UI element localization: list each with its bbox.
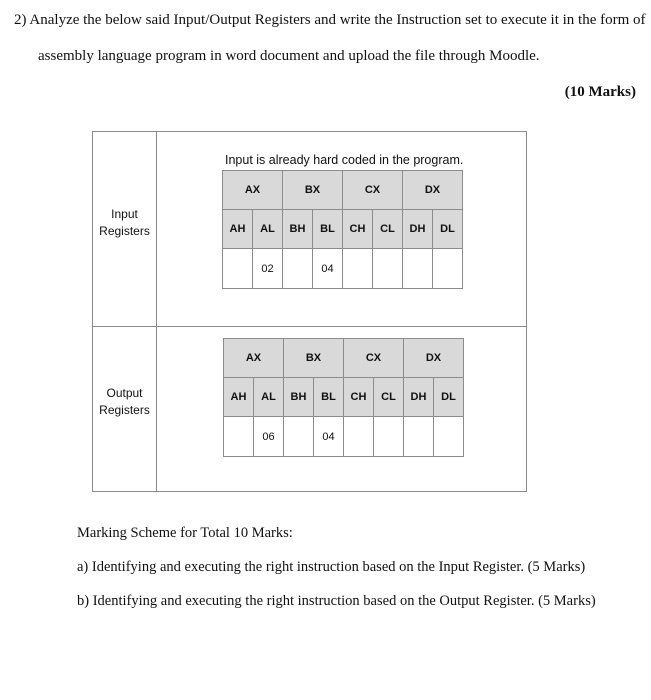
input-register-table [222, 170, 463, 289]
question-text-line1: 2) Analyze the below said Input/Output Registers and write the Instruction set to execute it in the form of [14, 12, 646, 28]
value-ch [343, 249, 373, 289]
output-register-table [223, 338, 464, 457]
register-al: AL [253, 210, 283, 249]
register-ah: AH [223, 210, 253, 249]
register-dl: DL [433, 210, 463, 249]
register-dx: DX [403, 171, 463, 210]
output-label-line2: Registers [99, 403, 150, 417]
frame-divider-vertical [156, 132, 157, 491]
input-registers-label [93, 206, 156, 240]
input-label-line2: Registers [99, 224, 150, 238]
marks-label: (10 Marks) [564, 84, 636, 100]
register-bx: BX [283, 171, 343, 210]
frame-divider-horizontal [93, 326, 526, 327]
value-cl [374, 417, 404, 457]
register-bh: BH [284, 378, 314, 417]
register-cl: CL [374, 378, 404, 417]
marking-scheme-item-a: a) Identifying and executing the right instruction based on the Input Register. (5 Marks) [77, 559, 586, 575]
register-bl: BL [314, 378, 344, 417]
value-dh [403, 249, 433, 289]
register-ax: AX [223, 171, 283, 210]
register-ch: CH [344, 378, 374, 417]
output-registers-label [93, 385, 156, 419]
value-bh [283, 249, 313, 289]
register-al: AL [254, 378, 284, 417]
value-ch [344, 417, 374, 457]
value-dh [404, 417, 434, 457]
register-cx: CX [343, 171, 403, 210]
register-ch: CH [343, 210, 373, 249]
value-bl: 04 [313, 249, 343, 289]
register-bx: BX [284, 339, 344, 378]
value-bh [284, 417, 314, 457]
value-dl [433, 249, 463, 289]
marking-scheme-item-b: b) Identifying and executing the right instruction based on the Output Register. (5 Marks) [77, 593, 596, 609]
output-label-line1: Output [106, 386, 143, 400]
input-label-line1: Input [111, 207, 138, 221]
hardcoded-input-note: Input is already hard coded in the program. [225, 153, 464, 167]
register-dx: DX [404, 339, 464, 378]
register-dh: DH [403, 210, 433, 249]
value-ah [224, 417, 254, 457]
register-bl: BL [313, 210, 343, 249]
value-ah [223, 249, 253, 289]
register-dl: DL [434, 378, 464, 417]
value-al: 02 [253, 249, 283, 289]
register-bh: BH [283, 210, 313, 249]
value-dl [434, 417, 464, 457]
value-cl [373, 249, 403, 289]
register-dh: DH [404, 378, 434, 417]
question-text-line2: assembly language program in word document and upload the file through Moodle. [38, 48, 540, 64]
marking-scheme-title: Marking Scheme for Total 10 Marks: [77, 525, 293, 541]
value-al: 06 [254, 417, 284, 457]
register-cx: CX [344, 339, 404, 378]
register-cl: CL [373, 210, 403, 249]
value-bl: 04 [314, 417, 344, 457]
register-ax: AX [224, 339, 284, 378]
register-ah: AH [224, 378, 254, 417]
